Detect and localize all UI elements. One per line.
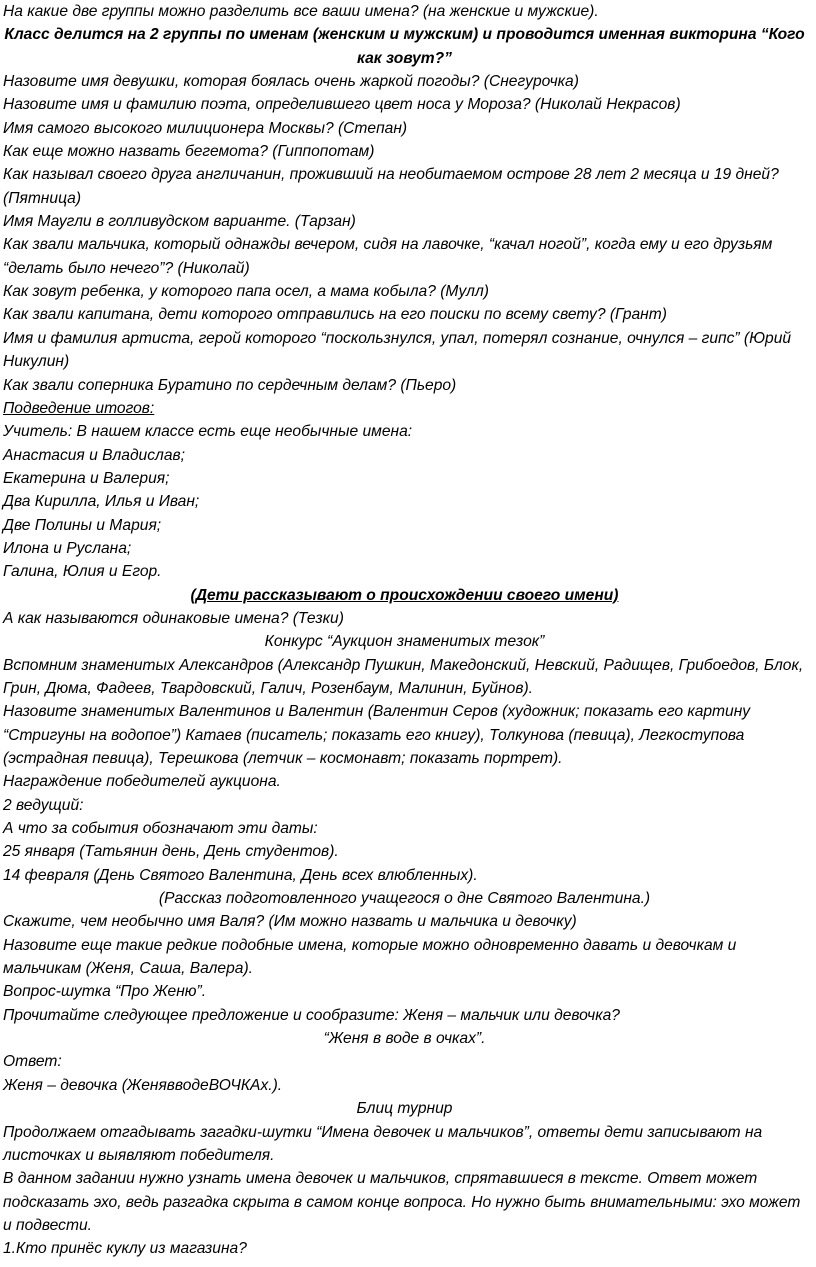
paragraph: Женя – девочка (ЖенявводеВОЧКАх.). [3, 1076, 283, 1094]
name-list-item: Две Полины и Мария; [3, 516, 162, 534]
name-list-item: Илона и Руслана; [3, 539, 132, 557]
section-heading: Подведение итогов: [3, 399, 155, 417]
quiz-question: Как еще можно назвать бегемота? (Гиппопотам) [3, 143, 375, 161]
quiz-question: Имя Маугли в голливудском варианте. (Тарзан) [3, 213, 356, 231]
paragraph: Назовите еще такие редкие подобные имена, которые можно одновременно давать и девочкам и мальчикам (Женя, Саша, Валера). [3, 936, 737, 978]
paragraph: Вспомним знаменитых Александров (Александр Пушкин, Македонский, Невский, Радищев, Грибоедов, Блок, Грин, Дюма, Фадеев, Твардовский, Галич, Розенбаум, Малинин, Буйнов). [3, 656, 804, 697]
paragraph: В данном задании нужно узнать имена девочек и мальчиков, спрятавшиеся в тексте. Ответ может подсказать эхо, ведь разгадка скрыта в самом конце вопроса. Но нужно быть внимательными: эхо может и подвести. [3, 1170, 801, 1234]
quiz-question: Как звали мальчика, который однажды вечером, сидя на лавочке, “качал ногой”, когда ему и его друзьям “делать было нечего”? (Николай) [3, 236, 773, 277]
paragraph: Прочитайте следующее предложение и сообразите: Женя – мальчик или девочка? [3, 1006, 620, 1024]
name-list-item: Анастасия и Владислав; [3, 446, 185, 464]
paragraph: Вопрос-шутка “Про Женю”. [3, 983, 207, 1001]
name-list-item: Два Кирилла, Илья и Иван; [3, 493, 200, 511]
paragraph: Продолжаем отгадывать загадки-шутки “Имена девочек и мальчиков”, ответы дети записывают на листочках и выявляют победителя. [3, 1123, 763, 1164]
riddle-sentence: “Женя в воде в очках”. [323, 1030, 486, 1048]
paragraph: На какие две группы можно разделить все ваши имена? (на женские и мужские). [3, 3, 599, 20]
paragraph: Назовите знаменитых Валентинов и Валентин (Валентин Серов (художник; показать его картину “Стригуны на водопое”) Катаев (писатель; показать его книгу), Толкунова (певица), Легкоступова (эстрадная певица), Терешкова (летчик – космонавт; показать портрет). [3, 703, 751, 767]
stage-direction: (Дети рассказывают о происхождении своего имени) [190, 586, 619, 604]
paragraph-heading: Класс делится на 2 группы по именам (женским и мужским) и проводится именная викторина “Кого как зовут?” [4, 26, 805, 67]
paragraph: 2 ведущий: [3, 796, 84, 814]
quiz-question: Имя самого высокого милиционера Москвы? (Степан) [3, 119, 408, 137]
paragraph: 25 января (Татьянин день, День студентов). [3, 843, 339, 861]
quiz-question: Как зовут ребенка, у которого папа осел, а мама кобыла? (Мулл) [3, 283, 489, 301]
paragraph: 1.Кто принёс куклу из магазина? [3, 1240, 247, 1258]
stage-direction: (Рассказ подготовленного учащегося о дне Святого Валентина.) [158, 890, 651, 908]
paragraph: А что за события обозначают эти даты: [3, 820, 318, 838]
quiz-question: Как называл своего друга англичанин, проживший на необитаемом острове 28 лет 2 месяца и 19 дней? (Пятница) [3, 166, 779, 207]
quiz-question: Назовите имя и фамилию поэта, определившего цвет носа у Мороза? (Николай Некрасов) [3, 96, 681, 114]
quiz-question: Назовите имя девушки, которая боялась очень жаркой погоды? (Снегурочка) [3, 73, 579, 91]
paragraph: А как называются одинаковые имена? (Тезки) [3, 609, 344, 627]
quiz-question: Как звали капитана, дети которого отправились на его поиски по всему свету? (Грант) [3, 306, 667, 324]
paragraph: Скажите, чем необычно имя Валя? (Им можно назвать и мальчика и девочку) [3, 913, 577, 931]
paragraph: Награждение победителей аукциона. [3, 773, 281, 791]
name-list-item: Галина, Юлия и Егор. [3, 563, 162, 581]
paragraph: Ответ: [3, 1053, 62, 1071]
quiz-question: Имя и фамилия артиста, герой которого “поскользнулся, упал, потерял сознание, очнулся – гипс” (Юрий Никулин) [3, 329, 792, 371]
contest-title: Блиц турнир [356, 1100, 453, 1118]
paragraph: 14 февраля (День Святого Валентина, День всех влюбленных). [3, 866, 478, 884]
quiz-question: Как звали соперника Буратино по сердечным делам? (Пьеро) [3, 376, 457, 394]
name-list-item: Екатерина и Валерия; [3, 469, 170, 487]
paragraph: Учитель: В нашем классе есть еще необычные имена: [3, 423, 413, 441]
contest-title: Конкурс “Аукцион знаменитых тезок” [264, 633, 545, 651]
